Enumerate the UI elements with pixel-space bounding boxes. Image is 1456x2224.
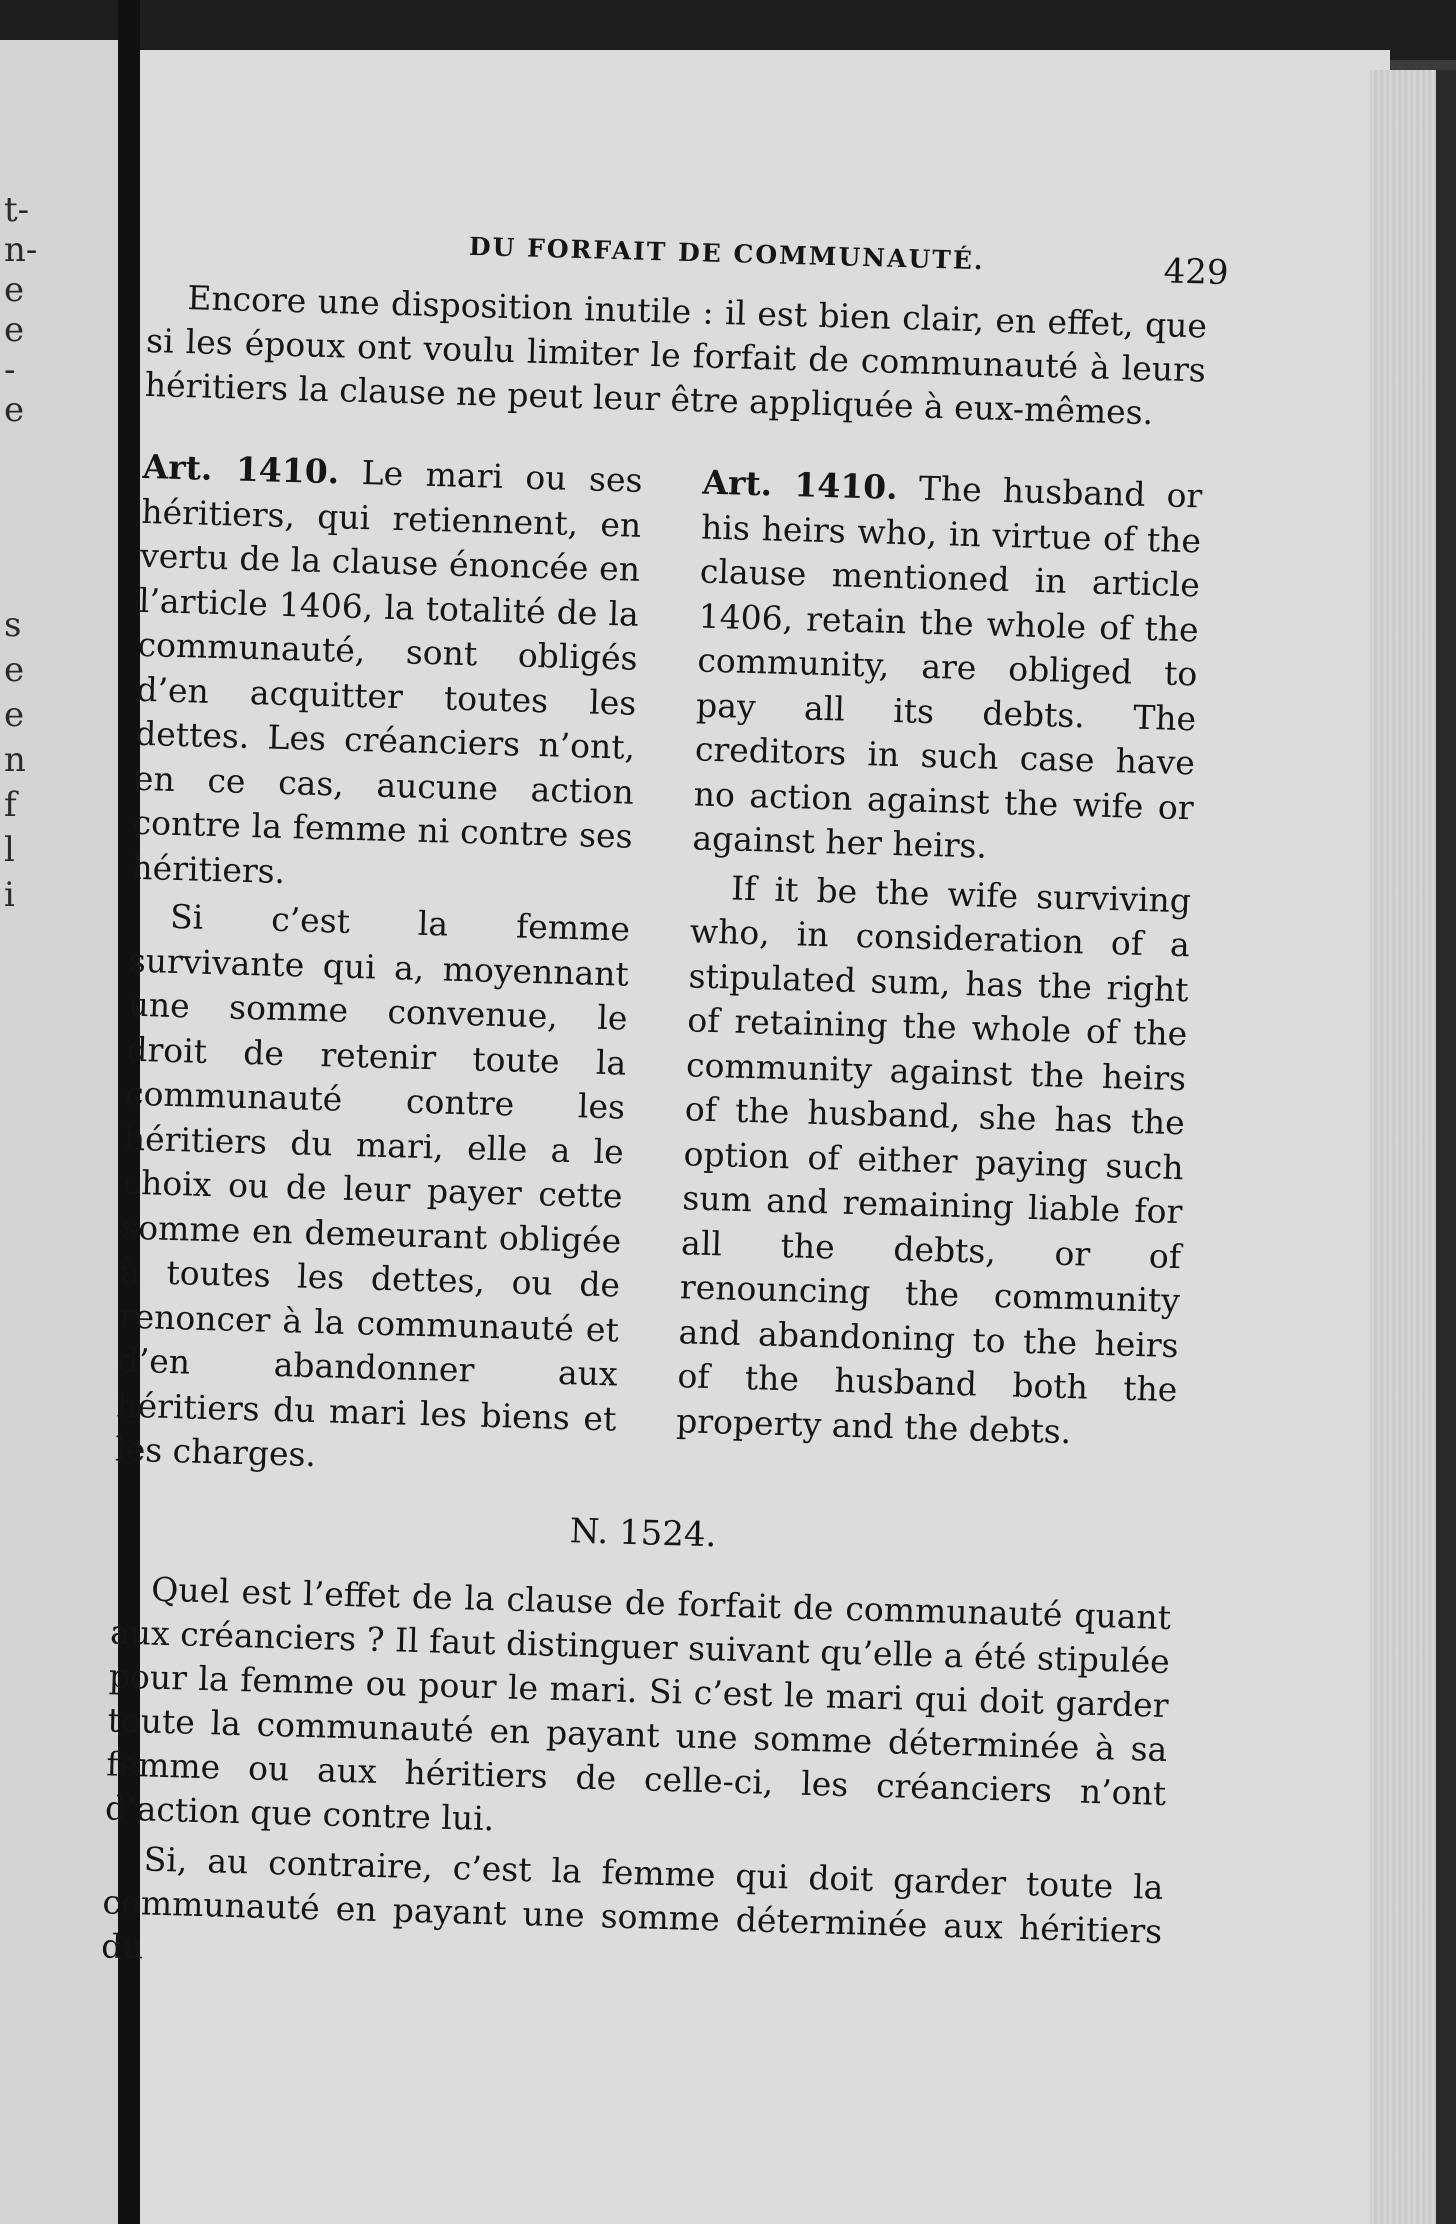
bottom-text (101, 1566, 1172, 1997)
left-page-fragment: e (4, 270, 25, 310)
running-head: DU FORFAIT DE COMMUNAUTÉ. (468, 231, 986, 276)
left-page-fragment: n (4, 740, 26, 780)
english-article-label: Art. 1410. (701, 462, 899, 507)
french-paragraph-1 (131, 445, 643, 904)
left-page-fragment: e (4, 390, 25, 430)
left-page-fragment: t- (4, 190, 30, 230)
english-paragraph-1 (692, 461, 1203, 875)
section-title: N. 1524. (569, 1510, 717, 1555)
english-column (674, 461, 1202, 1502)
scan-right-border (1436, 70, 1456, 2224)
left-page-fragment: i (4, 875, 15, 915)
english-article-text: The husband or his heirs who, in virtue of the clause mentioned in article 1406, retain the whole of the community, are obliged to pay all its debts. The creditors in such case have no action against the wife or against her heirs. (691, 468, 1203, 866)
french-article-text: Le mari ou ses héritiers, qui retiennent, en vertu de la clause énoncée en l’article 1406, la totalité de la communauté, sont obligés d’en acquitter toutes les dettes. Les créanciers n’ont, en ce cas, aucune action contre la femme ni contre ses héritiers. (130, 453, 644, 891)
intro-paragraph: Encore une disposition inutile : il est bien clair, en effet, que si les époux ont voulu limiter le forfait de communauté à leurs héritiers la clause ne peut leur être appliquée à eux-mêmes. (144, 278, 1208, 433)
previous-page-edge (0, 40, 118, 2224)
left-page-fragment: e (4, 310, 25, 350)
left-page-fragment: l (4, 830, 15, 870)
english-paragraph-2: If it be the wife surviving who, in consideration of a stipulated sum, has the right of retaining the whole of the community against the heirs of the husband, she has the option of either paying such sum and remaining liable for all the debts, or of renouncing the community and abandoning to the heirs of the husband both the property and the debts. (675, 868, 1192, 1451)
french-paragraph-2: Si c’est la femme survivante qui a, moyennant une somme convenue, le droit de retenir toute la communauté contre les héritiers du mari, elle a le choix ou de leur payer cette somme en demeurant obligée à toutes les dettes, ou de renoncer à la communauté et d’en abandonner aux héritiers du mari les biens et les charges. (114, 896, 631, 1475)
left-page-fragment: - (4, 350, 16, 390)
left-page-fragment: n- (4, 230, 38, 270)
left-page-fragment: e (4, 695, 25, 735)
left-page-fragment: e (4, 650, 25, 690)
french-article-label: Art. 1410. (142, 446, 340, 492)
french-column (115, 445, 643, 1486)
page-text (100, 205, 1230, 1997)
bilingual-columns (115, 445, 1203, 1502)
left-page-fragment: f (4, 785, 17, 825)
bottom-paragraph-2: Si, au contraire, c’est la femme qui doit garder toute la communauté en payant une somme déterminée aux héritiers du (100, 1838, 1164, 1966)
bottom-paragraph-1: Quel est l’effet de la clause de forfait de communauté quant aux créanciers ? Il faut distinguer suivant qu’elle a été stipulée pour la femme ou pour le mari. Si c’est le mari qui doit garder toute la communauté en payant une somme déterminée à sa femme ou aux héritiers de celle-ci, les créanciers n’ont d’action que contre lui. (104, 1569, 1172, 1838)
left-page-fragment: s (4, 605, 22, 645)
page-number: 429 (1163, 251, 1230, 294)
